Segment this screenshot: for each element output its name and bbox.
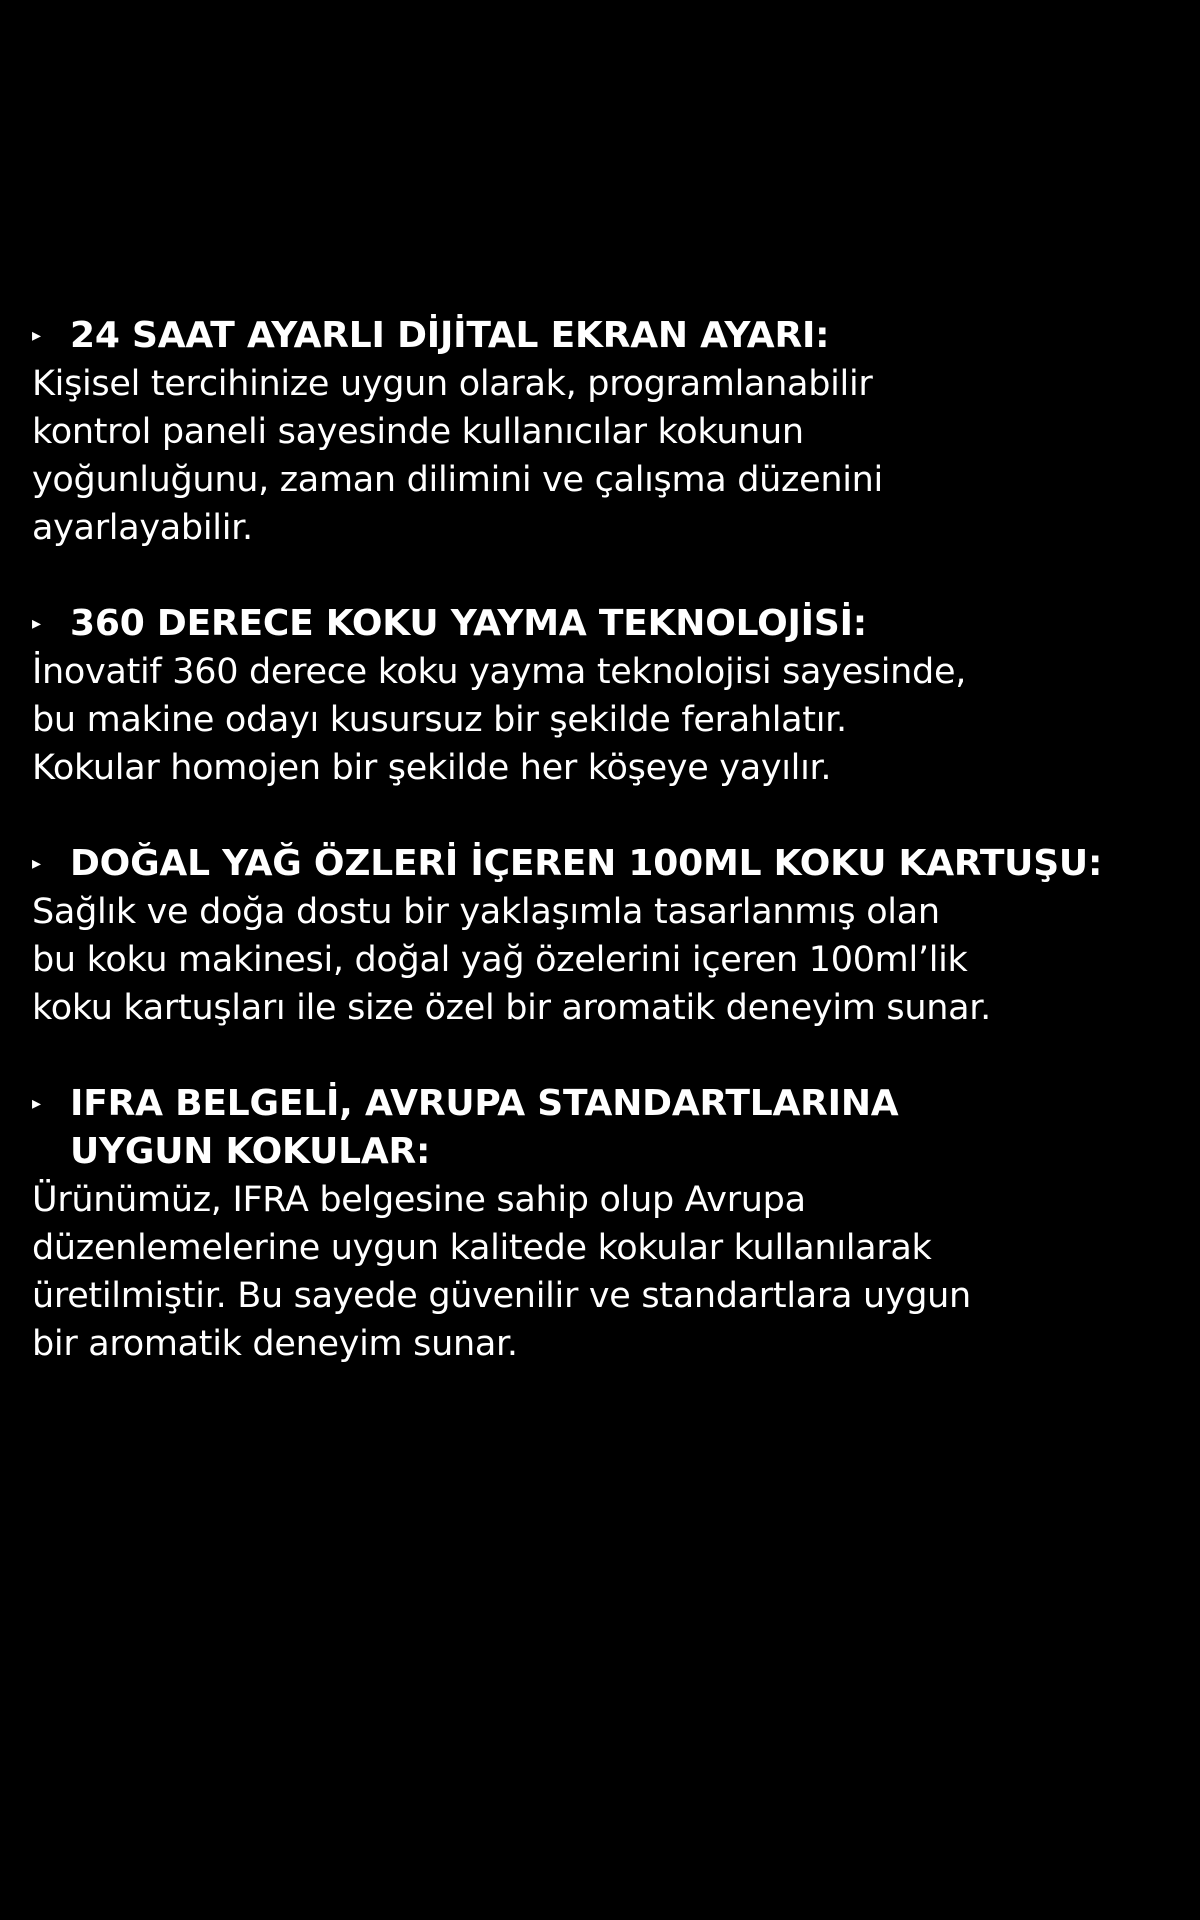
feature-description-line: İnovatif 360 derece koku yayma teknolojisi sayesinde,	[32, 652, 967, 692]
feature-title-line: DOĞAL YAĞ ÖZLERİ İÇEREN 100ML KOKU KARTUŞU:	[70, 843, 1103, 884]
triangle-right-icon: ▸	[32, 325, 41, 346]
feature-title-line: UYGUN KOKULAR:	[70, 1131, 431, 1172]
feature-title	[32, 1080, 1182, 1176]
triangle-right-icon: ▸	[32, 853, 41, 874]
feature-description	[32, 888, 1182, 1032]
feature-description-line: yoğunluğunu, zaman dilimini ve çalışma düzenini	[32, 460, 883, 500]
feature-description-line: Sağlık ve doğa dostu bir yaklaşımla tasarlanmış olan	[32, 892, 940, 932]
feature-description-line: bu koku makinesi, doğal yağ özelerini içeren 100ml’lik	[32, 940, 968, 980]
feature-description	[32, 1176, 1182, 1368]
feature-digital-display	[32, 312, 1182, 552]
feature-list	[32, 312, 1182, 1368]
feature-description	[32, 648, 1182, 792]
feature-description-line: koku kartuşları ile size özel bir aromatik deneyim sunar.	[32, 988, 991, 1028]
feature-ifra-certified	[32, 1080, 1182, 1368]
feature-description-line: bir aromatik deneyim sunar.	[32, 1324, 518, 1364]
feature-description-line: düzenlemelerine uygun kalitede kokular kullanılarak	[32, 1228, 932, 1268]
feature-description-line: Kokular homojen bir şekilde her köşeye yayılır.	[32, 748, 832, 788]
feature-description-line: Kişisel tercihinize uygun olarak, programlanabilir	[32, 364, 873, 404]
feature-description-line: kontrol paneli sayesinde kullanıcılar kokunun	[32, 412, 804, 452]
feature-360-diffusion	[32, 600, 1182, 792]
feature-description-line: ayarlayabilir.	[32, 508, 253, 548]
triangle-right-icon: ▸	[32, 1093, 41, 1114]
feature-title-text	[70, 600, 867, 648]
feature-title-text	[70, 312, 829, 360]
feature-title-text	[70, 1080, 898, 1176]
feature-title-text	[70, 840, 1102, 888]
feature-description	[32, 360, 1182, 552]
feature-title	[32, 840, 1182, 888]
feature-description-line: bu makine odayı kusursuz bir şekilde ferahlatır.	[32, 700, 847, 740]
feature-description-line: üretilmiştir. Bu sayede güvenilir ve standartlara uygun	[32, 1276, 971, 1316]
feature-title-line: 360 DERECE KOKU YAYMA TEKNOLOJİSİ:	[70, 603, 867, 644]
feature-title	[32, 312, 1182, 360]
feature-oil-cartridge	[32, 840, 1182, 1032]
triangle-right-icon: ▸	[32, 613, 41, 634]
feature-description-line: Ürünümüz, IFRA belgesine sahip olup Avrupa	[32, 1180, 806, 1220]
feature-title-line: IFRA BELGELİ, AVRUPA STANDARTLARINA	[70, 1083, 899, 1124]
feature-title-line: 24 SAAT AYARLI DİJİTAL EKRAN AYARI:	[70, 315, 830, 356]
feature-title	[32, 600, 1182, 648]
